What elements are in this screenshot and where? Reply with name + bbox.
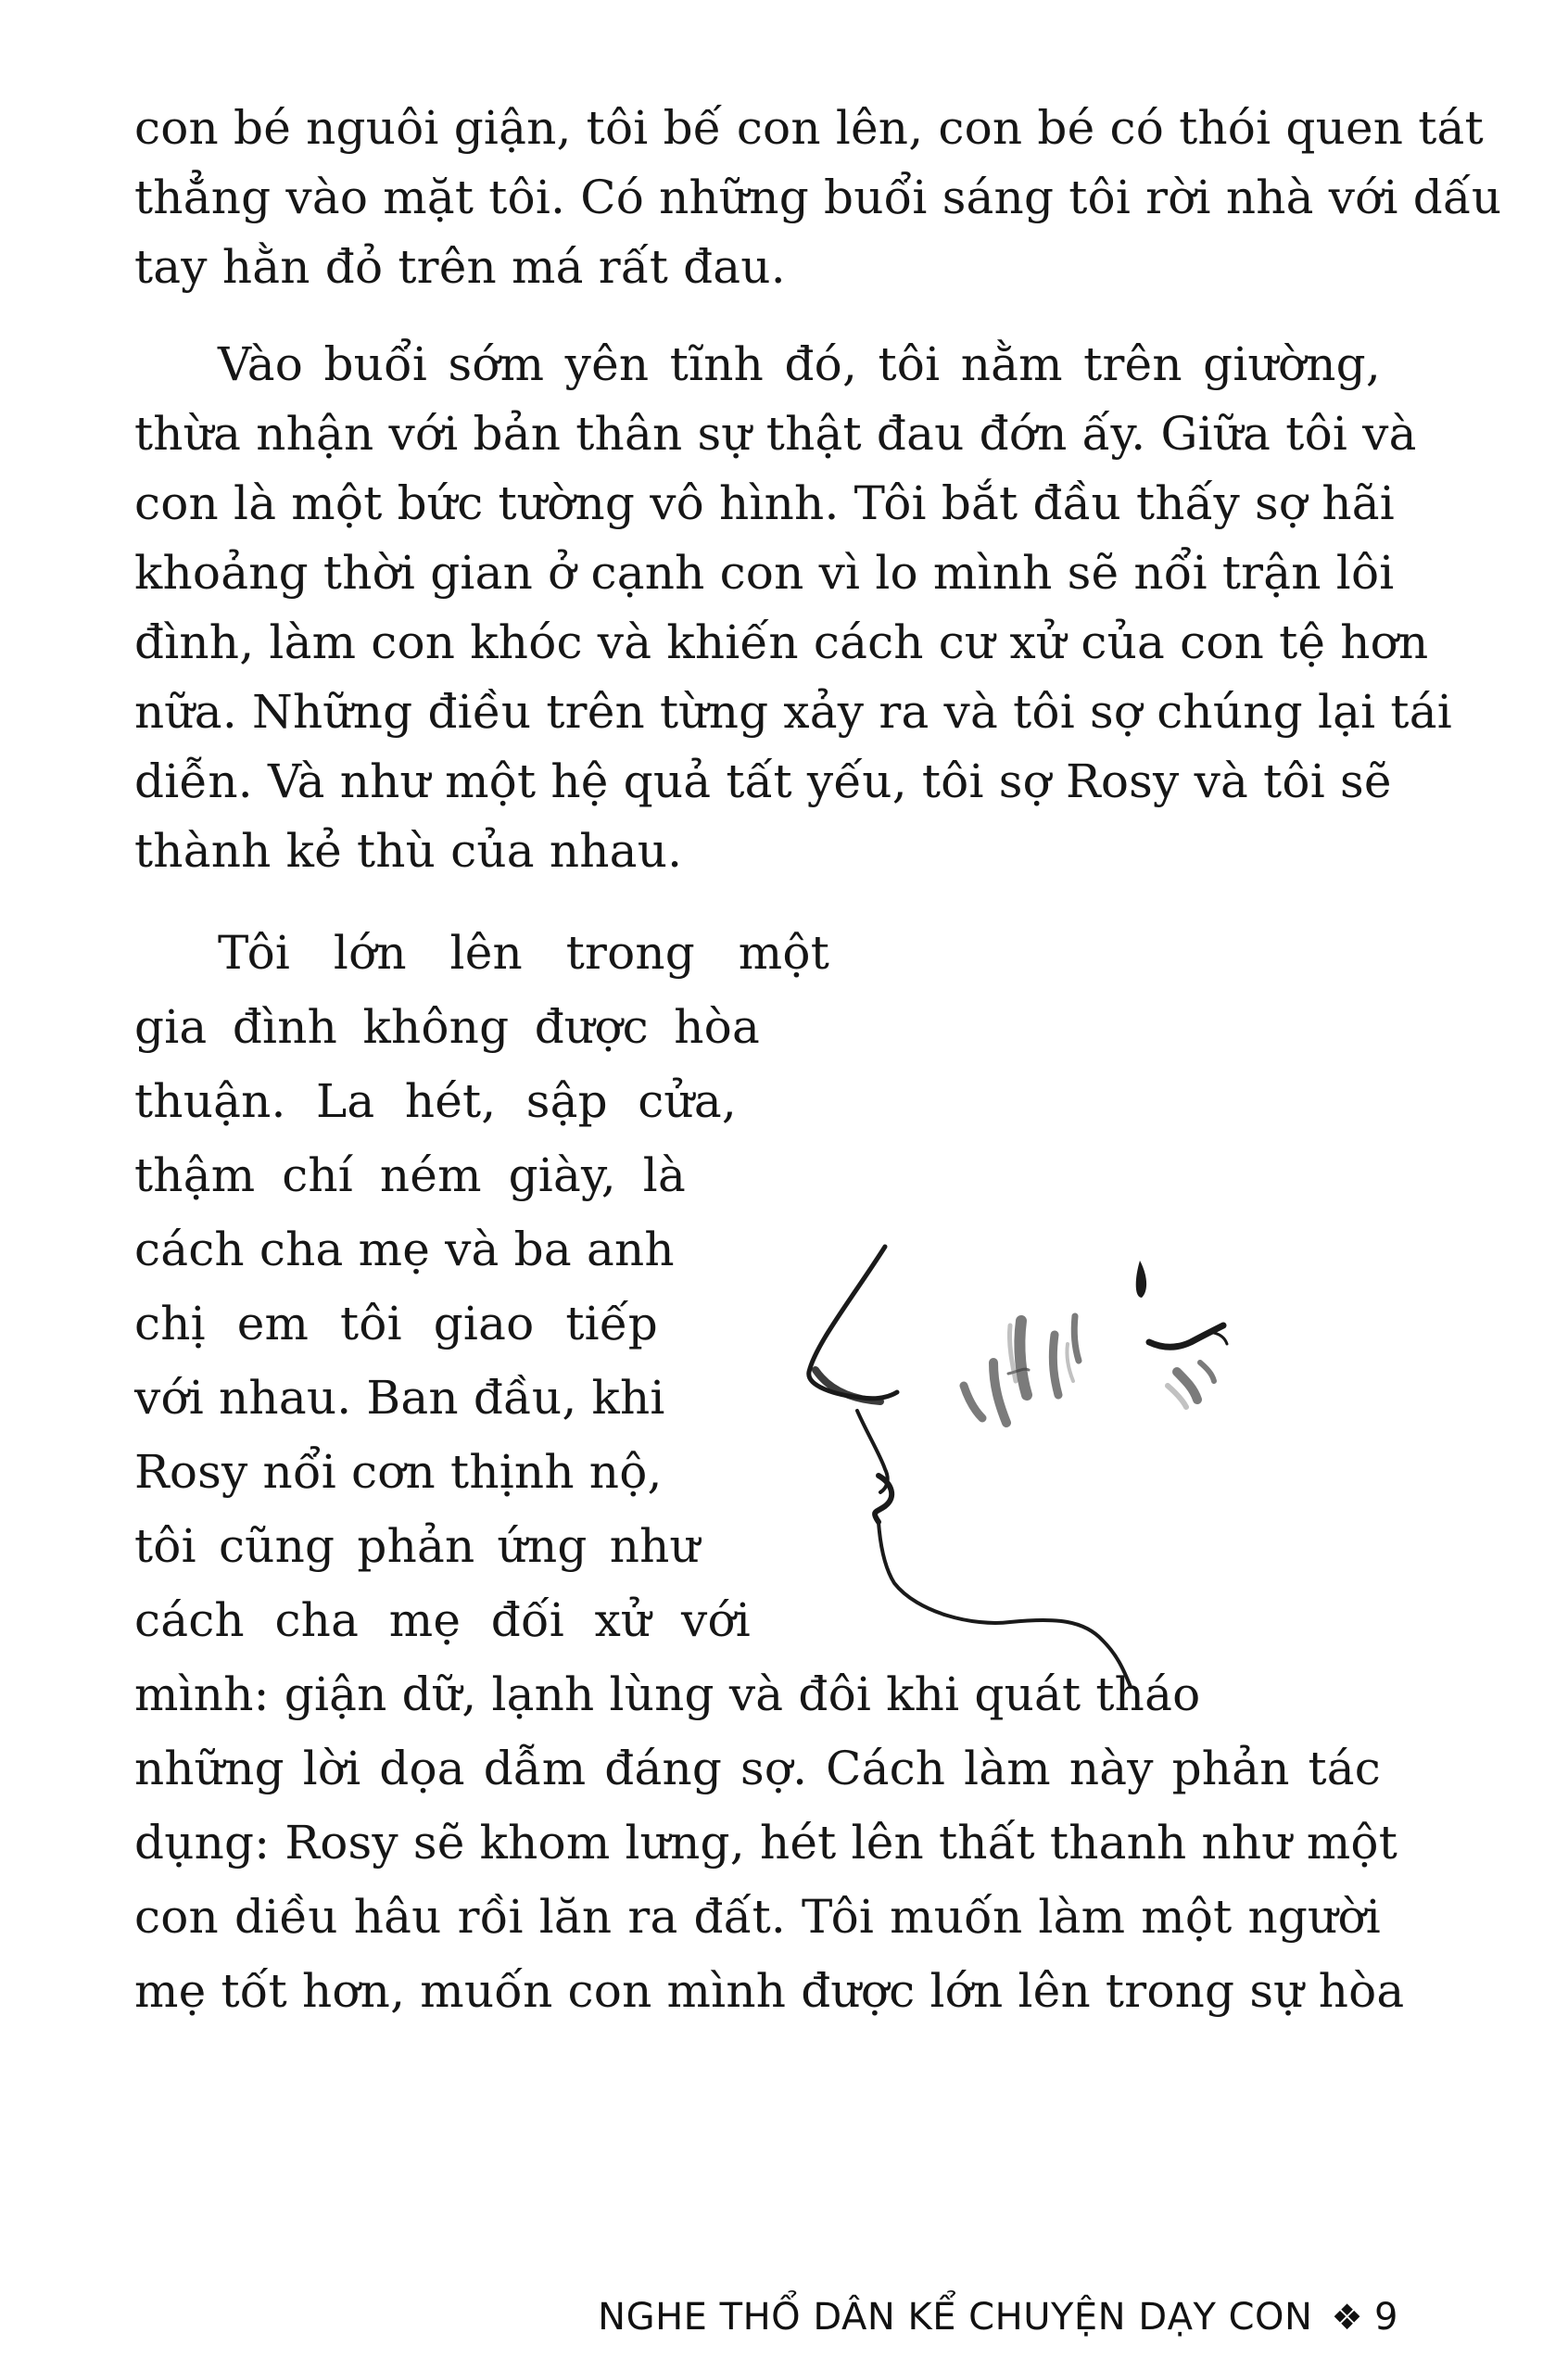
text-line: con là một bức tường vô hình. Tôi bắt đầu thấy sợ hãi [134, 476, 1395, 530]
text-line: diễn. Và như một hệ quả tất yếu, tôi sợ Rosy và tôi sẽ [134, 754, 1392, 808]
text-line: mẹ tốt hơn, muốn con mình được lớn lên trong sự hòa [134, 1964, 1405, 2018]
text-line: đình, làm con khóc và khiến cách cư xử của con tệ hơn [134, 615, 1429, 669]
text-line: với nhau. Ban đầu, khi [134, 1371, 665, 1425]
text-line: tôi cũng phản ứng như [134, 1519, 700, 1573]
text-line: con bé nguôi giận, tôi bế con lên, con bé có thói quen tát [134, 101, 1484, 155]
text-line: khoảng thời gian ở cạnh con vì lo mình sẽ nổi trận lôi [134, 546, 1395, 600]
text-line: Tôi lớn lên trong một [218, 926, 829, 980]
diamond-ornament-icon: ❖ [1331, 2297, 1364, 2338]
text-line: thừa nhận với bản thân sự thật đau đớn ấy. Giữa tôi và [134, 407, 1417, 461]
text-line: thành kẻ thù của nhau. [134, 824, 683, 878]
text-line: dụng: Rosy sẽ khom lưng, hét lên thất thanh như một [134, 1816, 1398, 1870]
text-line: thậm chí ném giày, là [134, 1148, 686, 1202]
text-line: thuận. La hét, sập cửa, [134, 1074, 737, 1128]
text-line: cách cha mẹ đối xử với [134, 1593, 751, 1647]
text-line: cách cha mẹ và ba anh [134, 1223, 675, 1276]
text-line: tay hằn đỏ trên má rất đau. [134, 240, 786, 294]
page-number: 9 [1374, 2296, 1398, 2339]
running-footer [598, 2294, 1398, 2340]
text-line: nữa. Những điều trên từng xảy ra và tôi sợ chúng lại tái [134, 685, 1452, 739]
text-line: thẳng vào mặt tôi. Có những buổi sáng tôi rời nhà với dấu [134, 171, 1502, 224]
text-line: mình: giận dữ, lạnh lùng và đôi khi quát tháo [134, 1667, 1201, 1721]
text-line: con diều hâu rồi lăn ra đất. Tôi muốn làm một người [134, 1890, 1381, 1944]
book-title: NGHE THỔ DÂN KỂ CHUYỆN DẠY CON [598, 2296, 1313, 2339]
text-line: những lời dọa dẫm đáng sợ. Cách làm này phản tác [134, 1742, 1381, 1795]
text-line: Rosy nổi cơn thịnh nộ, [134, 1445, 663, 1499]
text-line: Vào buổi sớm yên tĩnh đó, tôi nằm trên giường, [218, 337, 1381, 391]
face-profile-sketch-icon [778, 1233, 1334, 1752]
text-line: chị em tôi giao tiếp [134, 1297, 658, 1350]
text-line: gia đình không được hòa [134, 1000, 760, 1054]
